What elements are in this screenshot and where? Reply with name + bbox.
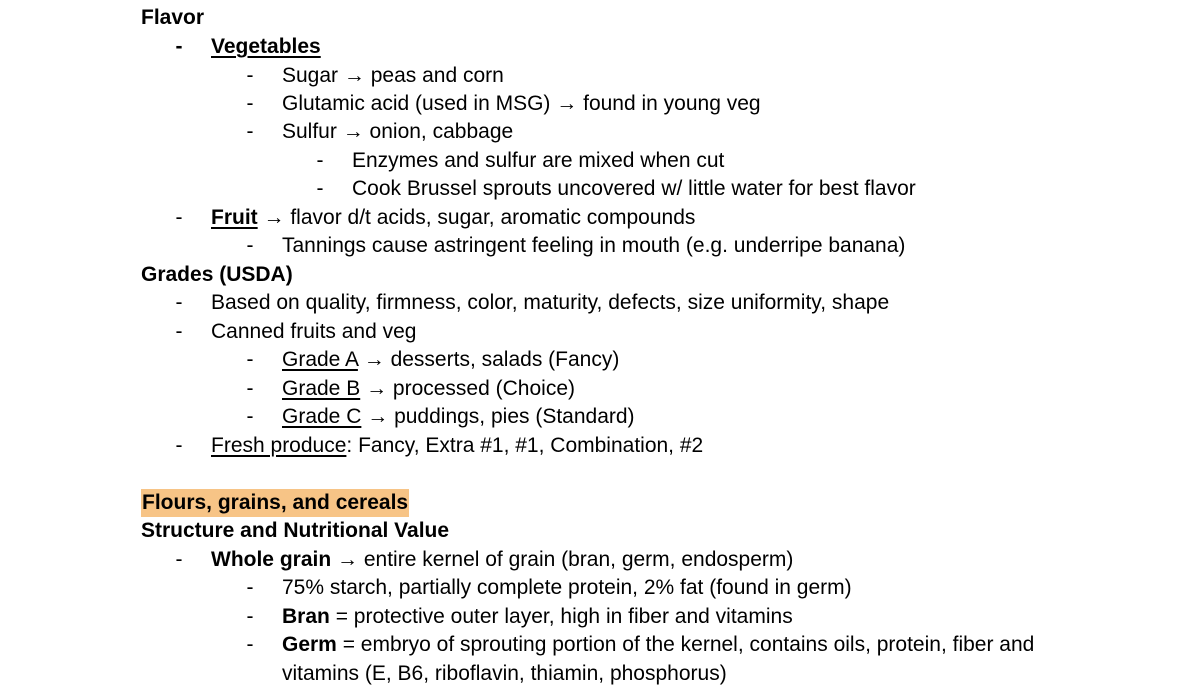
item-text: Canned fruits and veg [211,320,417,343]
bullet-dash: - [316,177,324,200]
item-text: 75% starch, partially complete protein, 2% fat (found in germ) [282,576,852,599]
list-item [0,318,1200,346]
heading-flavor: Flavor [141,6,205,29]
list-item [0,118,1200,146]
item-text: onion, cabbage [369,120,514,143]
bullet-dash: - [246,120,254,143]
arrow-icon: → [343,64,365,87]
bullet-dash: - [246,234,254,257]
list-item [0,90,1200,118]
list-item [0,289,1200,317]
item-text: found in young veg [583,92,761,115]
grade-label: Grade C [282,405,362,428]
list-item [0,375,1200,403]
list-item [0,574,1200,602]
grade-label: Grade A [282,348,358,371]
heading-flours-highlighted: Flours, grains, and cereals [141,489,409,517]
item-text: Enzymes and sulfur are mixed when cut [352,149,725,172]
bullet-dash: - [175,35,183,58]
term-germ: Germ [282,633,337,656]
list-item-fruit [0,204,1200,232]
item-term: Glutamic acid (used in MSG) [282,92,551,115]
arrow-icon: → [342,120,364,143]
item-text: desserts, salads (Fancy) [390,348,620,371]
list-item-vegetables [0,33,1200,61]
arrow-icon: → [367,405,389,428]
bullet-dash: - [246,405,254,428]
list-item [0,232,1200,260]
bullet-dash: - [246,92,254,115]
arrow-icon: → [556,92,578,115]
item-text: entire kernel of grain (bran, germ, endosperm) [363,548,794,571]
subheading-fruit: Fruit [211,206,258,229]
bullet-dash: - [246,377,254,400]
bullet-dash: - [246,348,254,371]
arrow-icon: → [337,548,359,571]
list-item [0,62,1200,90]
item-text: Based on quality, firmness, color, maturity, defects, size uniformity, shape [211,291,890,314]
arrow-icon: → [363,348,385,371]
bullet-dash: - [246,633,254,656]
bullet-dash: - [316,149,324,172]
item-text: vitamins (E, B6, riboflavin, thiamin, phosphorus) [282,662,727,685]
bullet-dash: - [246,576,254,599]
bullet-dash: - [175,548,183,571]
grade-label: Grade B [282,377,361,400]
list-item [0,403,1200,431]
arrow-icon: → [366,377,388,400]
list-item-bran [0,603,1200,631]
arrow-icon: → [263,206,285,229]
item-term: Sugar [282,64,339,87]
item-text: Tannings cause astringent feeling in mouth (e.g. underripe banana) [282,234,906,257]
item-text: Cook Brussel sprouts uncovered w/ little water for best flavor [352,177,916,200]
list-item [0,346,1200,374]
subheading-vegetables: Vegetables [211,35,321,58]
list-item [0,147,1200,175]
item-text: flavor d/t acids, sugar, aromatic compounds [290,206,696,229]
bullet-dash: - [246,64,254,87]
heading-structure: Structure and Nutritional Value [141,519,450,542]
term-whole-grain: Whole grain [211,548,332,571]
item-text: = protective outer layer, high in fiber and vitamins [335,605,793,628]
list-item [0,432,1200,460]
list-item-germ [0,631,1200,659]
bullet-dash: - [175,206,183,229]
term-bran: Bran [282,605,330,628]
fresh-produce-label: Fresh produce [211,434,347,457]
heading-grades: Grades (USDA) [141,263,293,286]
item-text: puddings, pies (Standard) [394,405,635,428]
bullet-dash: - [175,291,183,314]
item-text: : Fancy, Extra #1, #1, Combination, #2 [346,434,704,457]
item-term: Sulfur [282,120,337,143]
list-item-whole-grain [0,546,1200,574]
list-item [0,175,1200,203]
item-text: = embryo of sprouting portion of the kernel, contains oils, protein, fiber and [342,633,1035,656]
item-text: peas and corn [370,64,504,87]
list-item-continuation [0,660,1200,688]
bullet-dash: - [246,605,254,628]
item-text: processed (Choice) [392,377,575,400]
bullet-dash: - [175,320,183,343]
bullet-dash: - [175,434,183,457]
